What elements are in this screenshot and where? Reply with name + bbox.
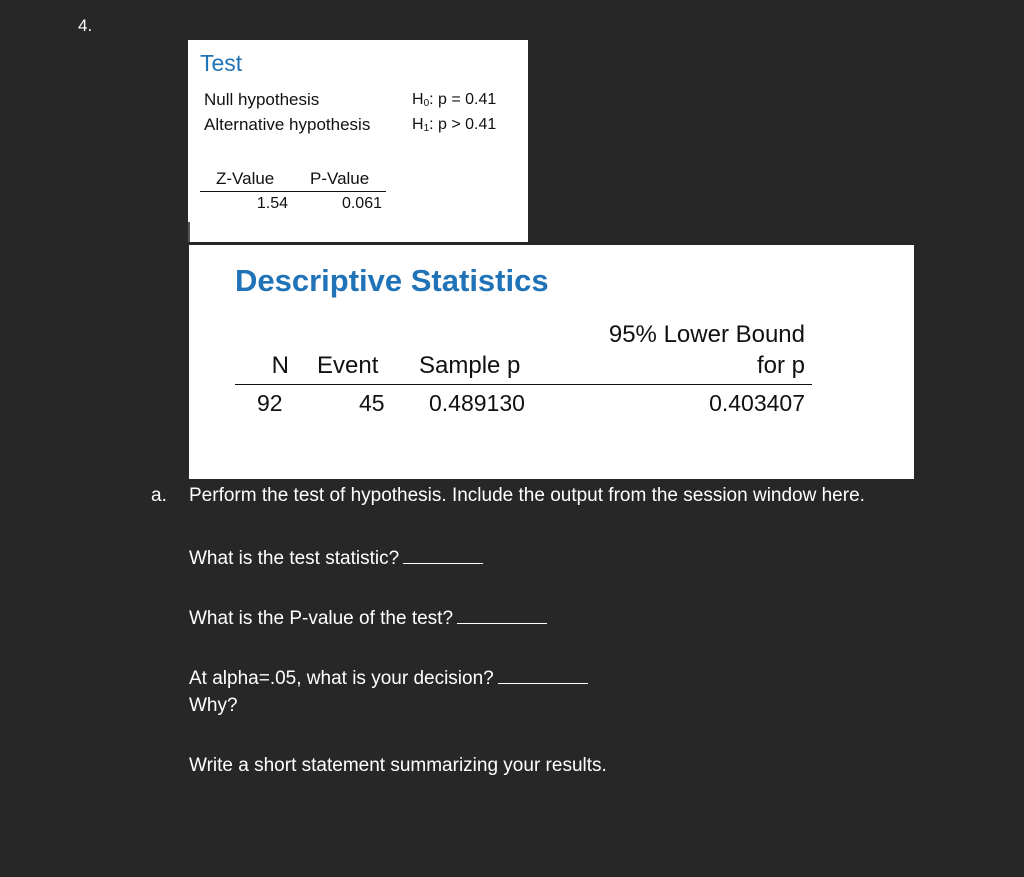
question-number: 4.	[78, 16, 93, 35]
alternative-hypothesis-label: Alternative hypothesis	[204, 115, 371, 134]
descriptive-title: Descriptive Statistics	[235, 263, 549, 298]
z-value-header: Z-Value	[216, 169, 275, 188]
panel-edge	[188, 222, 190, 242]
test-output-panel	[188, 40, 528, 242]
lower-bound-value: 0.403407	[709, 390, 805, 416]
event-value: 45	[359, 390, 385, 416]
event-header: Event	[317, 352, 379, 379]
n-value: 92	[257, 390, 283, 416]
z-value: 1.54	[256, 195, 288, 212]
p-value-header: P-Value	[310, 169, 370, 188]
question-test-statistic: What is the test statistic?	[189, 545, 483, 570]
table-divider	[235, 384, 812, 385]
descriptive-statistics-panel	[189, 245, 914, 479]
alternative-hypothesis-value: $H_1$: p > 0.41	[412, 116, 497, 134]
part-a-instruction: Perform the test of hypothesis. Include the output from the session window here.	[189, 485, 865, 506]
answer-blank[interactable]	[457, 605, 547, 624]
part-a-marker: a.	[151, 485, 167, 506]
n-header: N	[271, 352, 289, 379]
table-divider	[200, 191, 386, 192]
answer-blank[interactable]	[403, 545, 483, 564]
question-why: Why?	[189, 695, 238, 716]
null-hypothesis-label: Null hypothesis	[204, 90, 320, 109]
question-decision: At alpha=.05, what is your decision?	[189, 665, 588, 690]
p-value: 0.061	[341, 195, 382, 212]
for-p-header: for p	[756, 352, 805, 379]
lower-bound-header: 95% Lower Bound	[608, 321, 805, 348]
null-hypothesis-value: $H_0$: p = 0.41	[412, 91, 497, 109]
sample-p-value: 0.489130	[429, 390, 525, 416]
answer-blank[interactable]	[498, 665, 588, 684]
question-summary: Write a short statement summarizing your results.	[189, 755, 607, 776]
sample-p-header: Sample p	[419, 352, 521, 379]
test-title: Test	[200, 50, 243, 76]
question-p-value: What is the P-value of the test?	[189, 605, 547, 630]
